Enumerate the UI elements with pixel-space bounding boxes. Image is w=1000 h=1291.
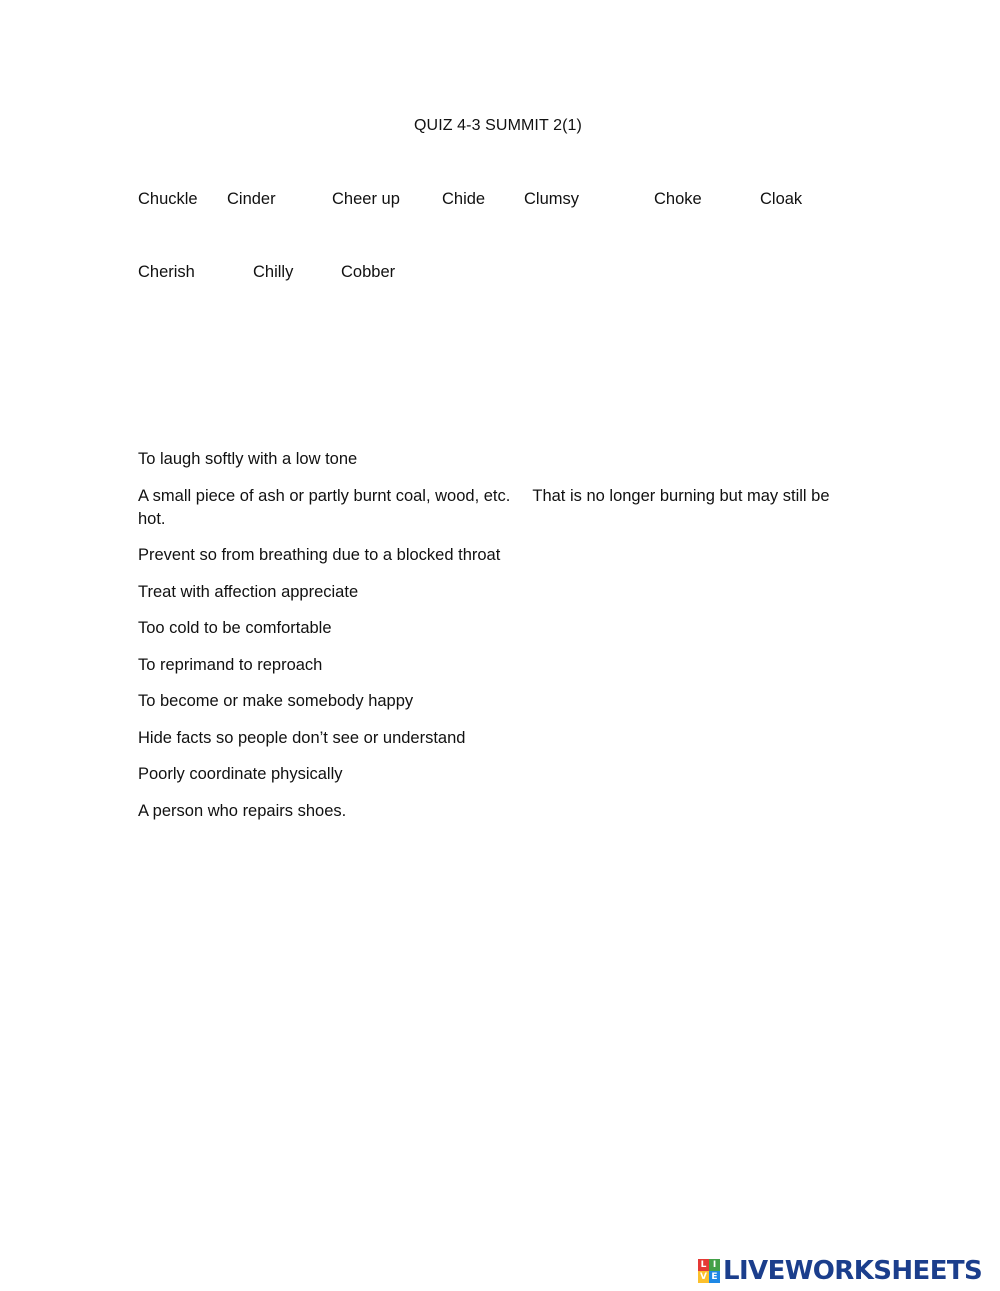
definition-item: Too cold to be comfortable <box>138 619 332 637</box>
definition-item: Poorly coordinate physically <box>138 765 343 783</box>
word-bank-item: Cloak <box>760 190 803 208</box>
logo-letter: V <box>698 1271 709 1283</box>
word-bank-item: Cheer up <box>332 190 400 208</box>
word-bank-item: Cobber <box>341 263 396 281</box>
definition-item: To become or make somebody happy <box>138 692 414 710</box>
logo-text: LIVEWORKSHEETS <box>723 1256 983 1286</box>
definition-item: Hide facts so people don’t see or understand <box>138 728 466 747</box>
word-bank-item: Cinder <box>227 190 276 208</box>
logo-letter: E <box>709 1271 720 1283</box>
definition-item: A small piece of ash or partly burnt coal, wood, etc. That is no longer burning but may still be hot. <box>138 486 830 528</box>
definition-continuation: That is no longer burning but may still be hot. <box>138 486 830 528</box>
logo-letter: I <box>709 1259 720 1271</box>
word-bank-item: Chilly <box>253 263 294 281</box>
definition-item: A person who repairs shoes. <box>138 801 347 820</box>
word-bank-item: Chide <box>442 190 486 208</box>
word-bank-item: Clumsy <box>524 190 580 208</box>
logo-mark-icon <box>698 1259 720 1283</box>
definition-item: To reprimand to reproach <box>138 655 323 674</box>
definition-item: Treat with affection appreciate <box>138 582 359 601</box>
word-bank-item: Choke <box>654 190 702 208</box>
word-bank-item: Cherish <box>138 263 195 281</box>
definitions-list <box>138 448 838 836</box>
definition-item: To laugh softly with a low tone <box>138 450 358 468</box>
worksheet-title: QUIZ 4-3 SUMMIT 2(1) <box>414 117 582 134</box>
definition-item: Prevent so from breathing due to a blocked throat <box>138 546 501 564</box>
word-bank-item: Chuckle <box>138 190 198 208</box>
liveworksheets-logo <box>698 1257 982 1285</box>
logo-letter: L <box>698 1259 709 1271</box>
